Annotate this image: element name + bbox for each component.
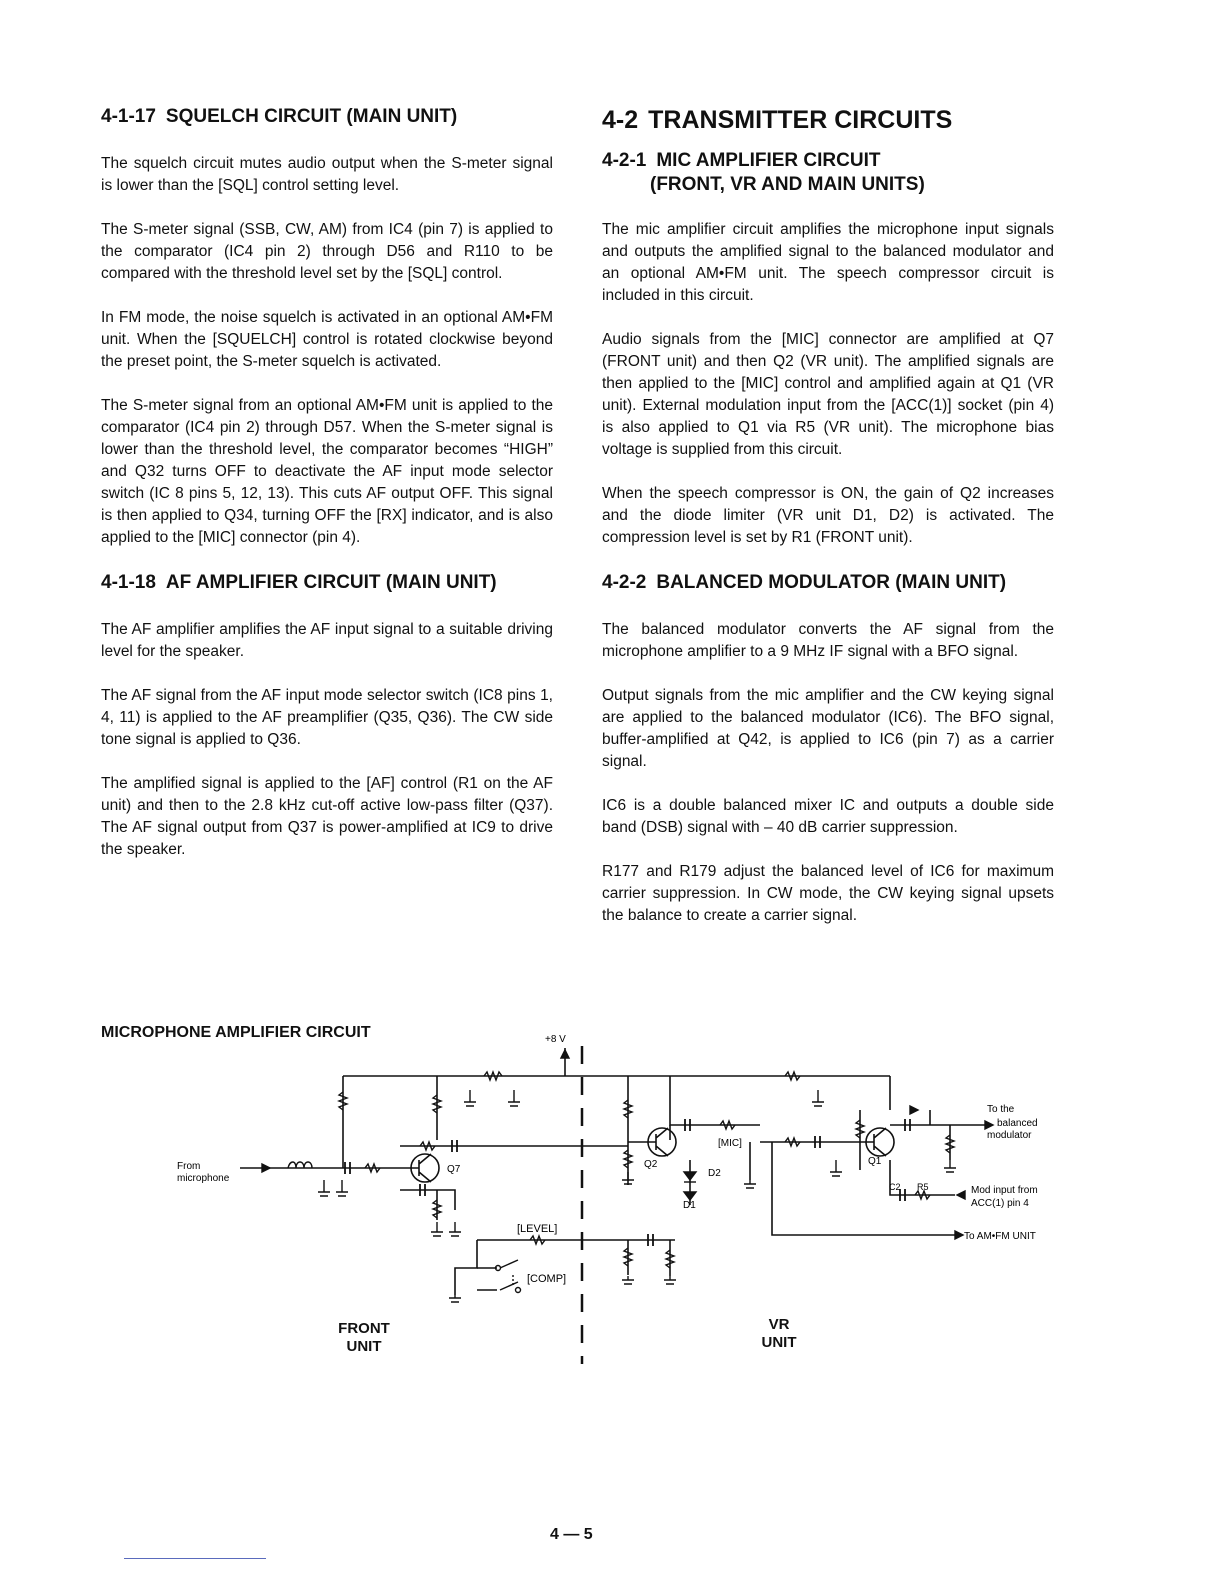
section-number: 4-2-2 bbox=[602, 572, 647, 593]
section-title: MIC AMPLIFIER CIRCUIT bbox=[656, 150, 881, 171]
vcc-label: +8 V bbox=[545, 1034, 566, 1045]
section-title: SQUELCH CIRCUIT (MAIN UNIT) bbox=[165, 106, 458, 127]
from-mic-label-2: microphone bbox=[177, 1173, 230, 1184]
comp-label: [COMP] bbox=[527, 1273, 567, 1285]
section-heading-squelch bbox=[101, 105, 553, 129]
section-number: 4-1-18 bbox=[101, 572, 156, 593]
paragraph: The AF signal from the AF input mode selector switch (IC8 pins 1, 4, 11) is applied to the AF preamplifier (Q35, Q36). The CW side tone signal is applied to Q36. bbox=[101, 687, 553, 748]
front-unit-line2: UNIT bbox=[346, 1338, 382, 1355]
paragraph: IC6 is a double balanced mixer IC and outputs a double side band (DSB) signal with – 40 dB carrier suppression. bbox=[602, 797, 1054, 836]
to-amfm-label: To AM•FM UNIT bbox=[964, 1231, 1036, 1242]
section-number: 4-1-17 bbox=[101, 106, 156, 127]
q7-label: Q7 bbox=[447, 1164, 461, 1175]
to-balanced-label-1: To the bbox=[987, 1104, 1015, 1115]
section-title: AF AMPLIFIER CIRCUIT (MAIN UNIT) bbox=[165, 572, 497, 593]
paragraph: Output signals from the mic amplifier and the CW keying signal are applied to the balanced modulator (IC6). The BFO signal, buffer-amplified at Q42, is applied to IC6 (pin 7) as a carrier signal. bbox=[602, 687, 1054, 770]
front-unit-line1: FRONT bbox=[338, 1320, 390, 1337]
chapter-title: TRANSMITTER CIRCUITS bbox=[648, 106, 953, 134]
transistor-q2 bbox=[628, 1128, 676, 1156]
level-label: [LEVEL] bbox=[517, 1223, 558, 1235]
section-title-line2: (FRONT, VR AND MAIN UNITS) bbox=[650, 174, 925, 195]
mic-control-label: [MIC] bbox=[718, 1138, 742, 1149]
paragraph: The amplified signal is applied to the [AF] control (R1 on the AF unit) and then to the 2.8 kHz cut-off active low-pass filter (Q37). The AF signal output from Q37 is power-amplified at IC9 to drive the speaker. bbox=[101, 775, 553, 858]
left-column bbox=[101, 105, 553, 883]
right-column bbox=[602, 105, 1054, 949]
q1-label: Q1 bbox=[868, 1156, 882, 1167]
section-title: BALANCED MODULATOR (MAIN UNIT) bbox=[656, 572, 1007, 593]
paragraph: R177 and R179 adjust the balanced level of IC6 for maximum carrier suppression. In CW mode, the CW keying signal upsets the balance to create a carrier signal. bbox=[602, 863, 1054, 924]
vr-unit-line1: VR bbox=[768, 1316, 790, 1333]
vr-unit-label bbox=[739, 1316, 819, 1352]
vr-unit-line2: UNIT bbox=[761, 1334, 797, 1351]
front-unit-label bbox=[324, 1320, 404, 1356]
d1-label: D1 bbox=[683, 1200, 696, 1211]
transistor-q7 bbox=[400, 1154, 439, 1182]
paragraph: When the speech compressor is ON, the gain of Q2 increases and the diode limiter (VR unit D1, D2) is activated. The compression level is set by R1 (FRONT unit). bbox=[602, 485, 1054, 546]
diagram-title: MICROPHONE AMPLIFIER CIRCUIT bbox=[101, 1024, 371, 1041]
section-number: 4-2-1 bbox=[602, 150, 647, 171]
to-balanced-label-3: modulator bbox=[987, 1130, 1032, 1141]
paragraph: The AF amplifier amplifies the AF input signal to a suitable driving level for the speaker. bbox=[101, 621, 553, 660]
c2-label: C2 bbox=[889, 1182, 901, 1192]
section-heading-mic-amplifier bbox=[602, 149, 1054, 197]
d2-label: D2 bbox=[708, 1168, 721, 1179]
paragraph: In FM mode, the noise squelch is activated in an optional AM•FM unit. When the [SQUELCH] control is rotated clockwise beyond the preset point, the S-meter squelch is activated. bbox=[101, 309, 553, 370]
paragraph: The balanced modulator converts the AF signal from the microphone amplifier to a 9 MHz IF signal with a BFO signal. bbox=[602, 621, 1054, 660]
from-mic-label: From bbox=[177, 1161, 201, 1172]
paragraph: The mic amplifier circuit amplifies the microphone input signals and outputs the amplified signal to the balanced modulator and an optional AM•FM unit. The speech compressor circuit is included in this circuit. bbox=[602, 221, 1054, 304]
circuit-wiring bbox=[240, 1048, 985, 1295]
paragraph: The squelch circuit mutes audio output when the S-meter signal is lower than the [SQL] control setting level. bbox=[101, 155, 553, 194]
paragraph: Audio signals from the [MIC] connector are amplified at Q7 (FRONT unit) and then Q2 (VR unit). The amplified signals are then applied to the [MIC] control and amplified again at Q1 (VR unit). External modulation input from the [ACC(1)] socket (pin 4) is also applied to Q1 via R5 (VR unit). The microphone bias voltage is supplied from this circuit. bbox=[602, 331, 1054, 458]
mod-input-label-2: ACC(1) pin 4 bbox=[971, 1198, 1029, 1209]
resistors bbox=[288, 1072, 954, 1268]
page-number: 4 — 5 bbox=[550, 1526, 593, 1543]
mod-input-label-1: Mod input from bbox=[971, 1185, 1038, 1196]
to-balanced-label-2: balanced bbox=[997, 1118, 1038, 1129]
comp-switch bbox=[477, 1260, 521, 1293]
circuit-diagram bbox=[160, 1024, 1060, 1364]
section-heading-af-amplifier bbox=[101, 571, 553, 595]
footer-rule bbox=[124, 1558, 266, 1559]
paragraph: The S-meter signal from an optional AM•FM unit is applied to the comparator (IC4 pin 2) through D57. When the S-meter signal is lower than the threshold level, the comparator becomes “HIGH” and Q32 turns OFF to deactivate the AF input mode selector switch (IC 8 pins 5, 12, 13). This cuts AF output OFF. This signal is then applied to Q34, turning OFF the [RX] indicator, and is also applied to the [MIC] connector (pin 4). bbox=[101, 397, 553, 546]
q2-label: Q2 bbox=[644, 1159, 658, 1170]
paragraph: The S-meter signal (SSB, CW, AM) from IC4 (pin 7) is applied to the comparator (IC4 pin 2) through D56 and R110 to be compared with the threshold level set by the [SQL] control. bbox=[101, 221, 553, 282]
chapter-heading bbox=[602, 105, 1054, 135]
r5-label: R5 bbox=[917, 1182, 929, 1192]
chapter-number: 4-2 bbox=[602, 106, 639, 134]
section-heading-balanced-modulator bbox=[602, 571, 1054, 595]
